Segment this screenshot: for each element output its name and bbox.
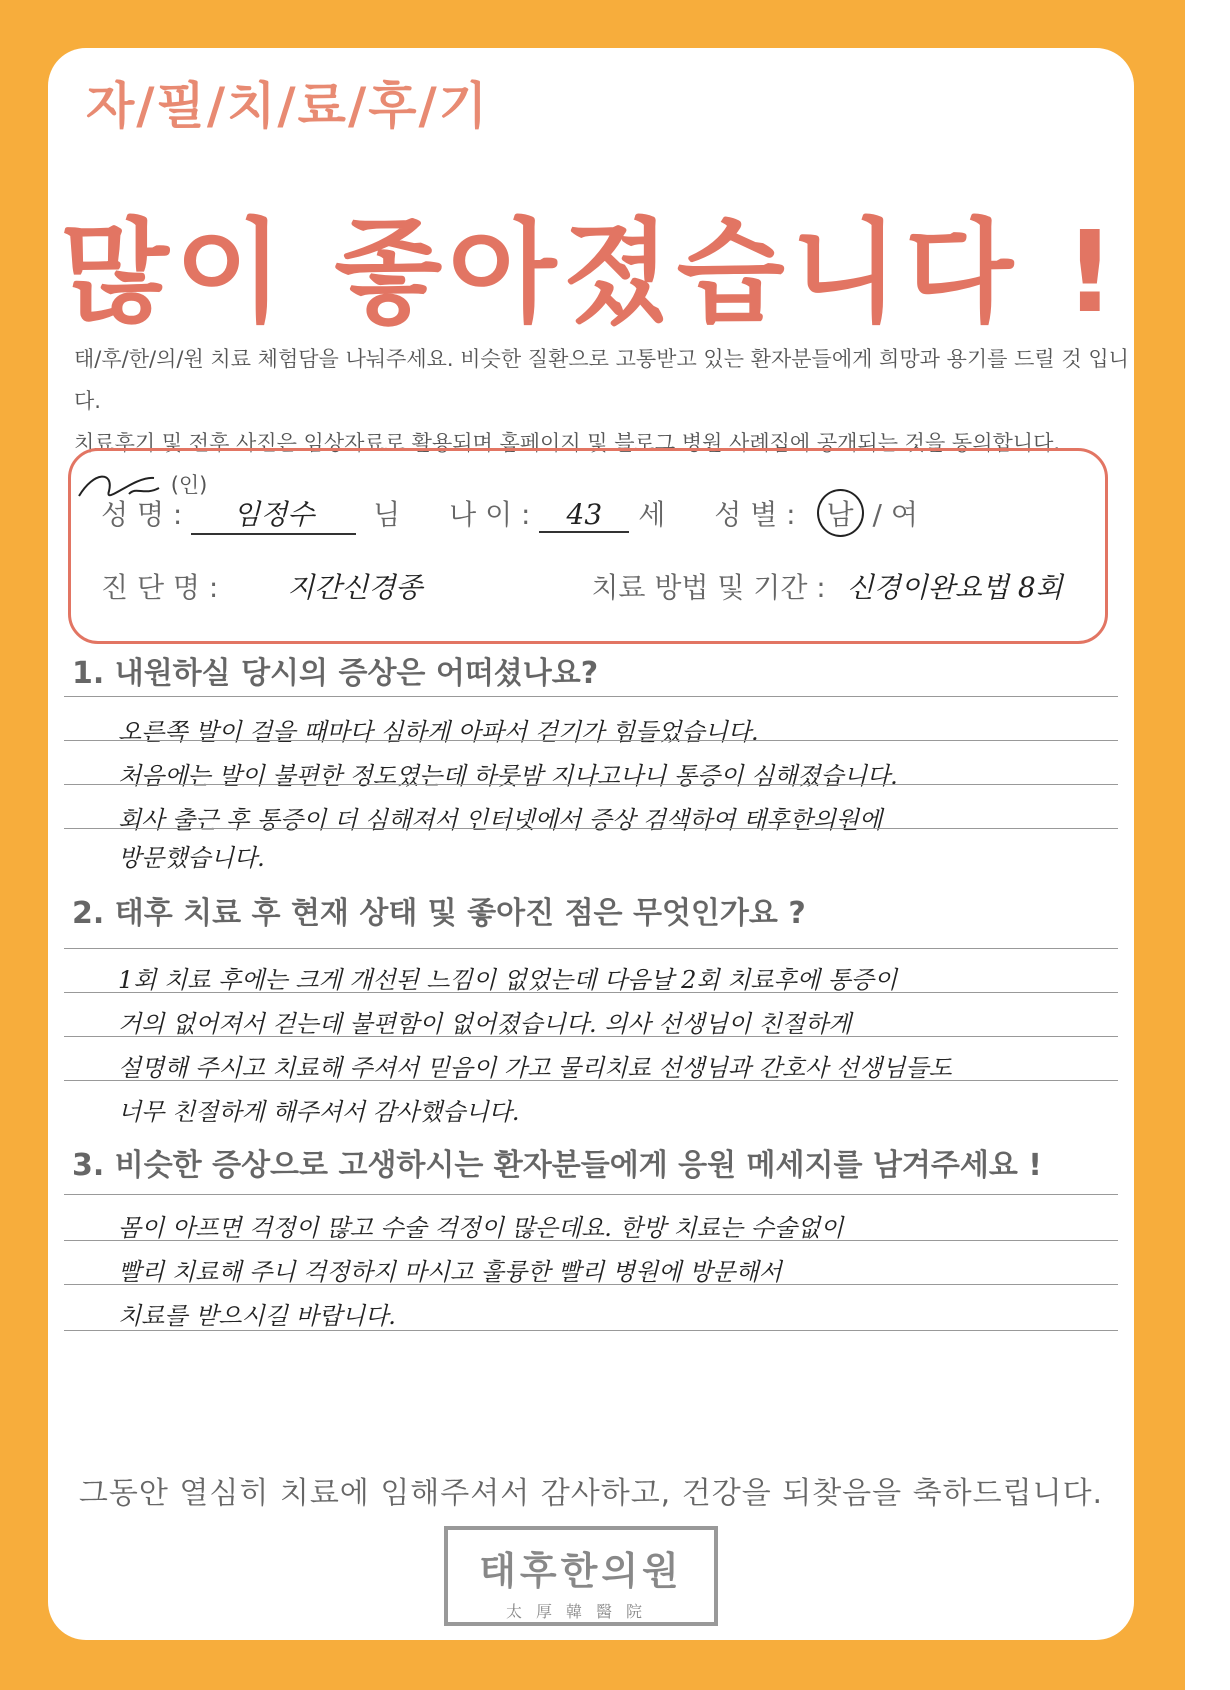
clinic-logo-hanja: 太厚韓醫院 [505,1602,656,1621]
review-card [48,48,1134,1640]
rule-line [64,1036,1118,1037]
answer-1-line-1: 오른쪽 발이 걸을 때마다 심하게 아파서 걷기가 힘들었습니다. [118,718,759,746]
question-3-title: 3. 비슷한 증상으로 고생하시는 환자분들에게 응원 메세지를 남겨주세요 ! [72,1148,1042,1183]
age-label: 나 이 : [449,498,531,531]
answer-2-line-3: 설명해 주시고 치료해 주셔서 믿음이 가고 물리치료 선생님과 간호사 선생님들도 [118,1054,952,1082]
rule-line [64,1330,1118,1331]
rule-line [64,1194,1118,1195]
gender-male-circled: 남 [817,489,864,537]
closing-message: 그동안 열심히 치료에 임해주셔서 감사하고, 건강을 되찾음을 축하드립니다. [78,1476,1104,1511]
gender-female: 여 [890,498,918,531]
answer-1-line-4: 방문했습니다. [118,844,265,872]
info-row-1 [101,489,918,537]
name-value: 임정수 [191,493,356,535]
rule-line [64,828,1118,829]
rule-line [64,784,1118,785]
rule-line [64,740,1118,741]
seal-label: (인) [170,473,208,497]
answer-3-line-2: 빨리 치료해 주니 걱정하지 마시고 훌륭한 빨리 병원에 방문해서 [118,1258,782,1286]
answer-2-line-2: 거의 없어져서 걷는데 불편함이 없어졌습니다. 의사 선생님이 친절하게 [118,1010,852,1038]
treatment-label: 치료 방법 및 기간 : [591,571,826,604]
clinic-logo [444,1526,718,1626]
rule-line [64,1080,1118,1081]
rule-line [64,948,1118,949]
rule-line [64,1284,1118,1285]
answer-2-line-1: 1회 치료 후에는 크게 개선된 느낌이 없었는데 다음날 2회 치료후에 통증이 [118,966,898,994]
answer-1-line-3: 회사 출근 후 통증이 더 심해져서 인터넷에서 증상 검색하여 태후한의원에 [118,806,883,834]
rule-line [64,696,1118,697]
question-1-title: 1. 내원하실 당시의 증상은 어떠셨나요? [72,656,599,691]
consent-line-1: 태/후/한/의/원 치료 체험담을 나눠주세요. 비슷한 질환으로 고통받고 있는 환자분들에게 희망과 용기를 드릴 것 입니다. [74,347,1129,413]
treatment-value: 신경이완요법 8회 [846,571,1063,604]
rule-line [64,992,1118,993]
diagnosis-label: 진 단 명 : [101,571,219,604]
info-row-2 [101,566,1063,606]
answer-1-line-2: 처음에는 발이 불편한 정도였는데 하룻밤 지나고나니 통증이 심해졌습니다. [118,762,898,790]
patient-info-box [68,448,1108,644]
category-title: 자/필/치/료/후/기 [86,77,490,135]
age-value: 43 [539,498,629,533]
answer-2-line-4: 너무 친절하게 해주셔서 감사했습니다. [118,1098,520,1126]
diagnosis-value: 지간신경종 [287,571,423,604]
clinic-logo-name: 태후한의원 [479,1549,683,1593]
consent-line-2-text: 치료후기 및 전후 사진은 임상자료로 활용되며 홈페이지 및 블로그 병원 사례집에 공개되는 것을 동의합니다. [74,431,1061,455]
honorific: 님 [373,498,401,531]
question-2-title: 2. 태후 치료 후 현재 상태 및 좋아진 점은 무엇인가요 ? [72,896,806,931]
headline: 많이 좋아졌습니다 ! [60,208,1122,338]
gender-label: 성 별 : [714,498,796,531]
age-unit: 세 [638,498,666,531]
answer-3-line-3: 치료를 받으시길 바랍니다. [118,1302,396,1330]
gender-separator: / [872,498,882,531]
rule-line [64,1240,1118,1241]
answer-3-line-1: 몸이 아프면 걱정이 많고 수술 걱정이 많은데요. 한방 치료는 수술없이 [118,1214,844,1242]
name-label: 성 명 : [101,498,183,531]
